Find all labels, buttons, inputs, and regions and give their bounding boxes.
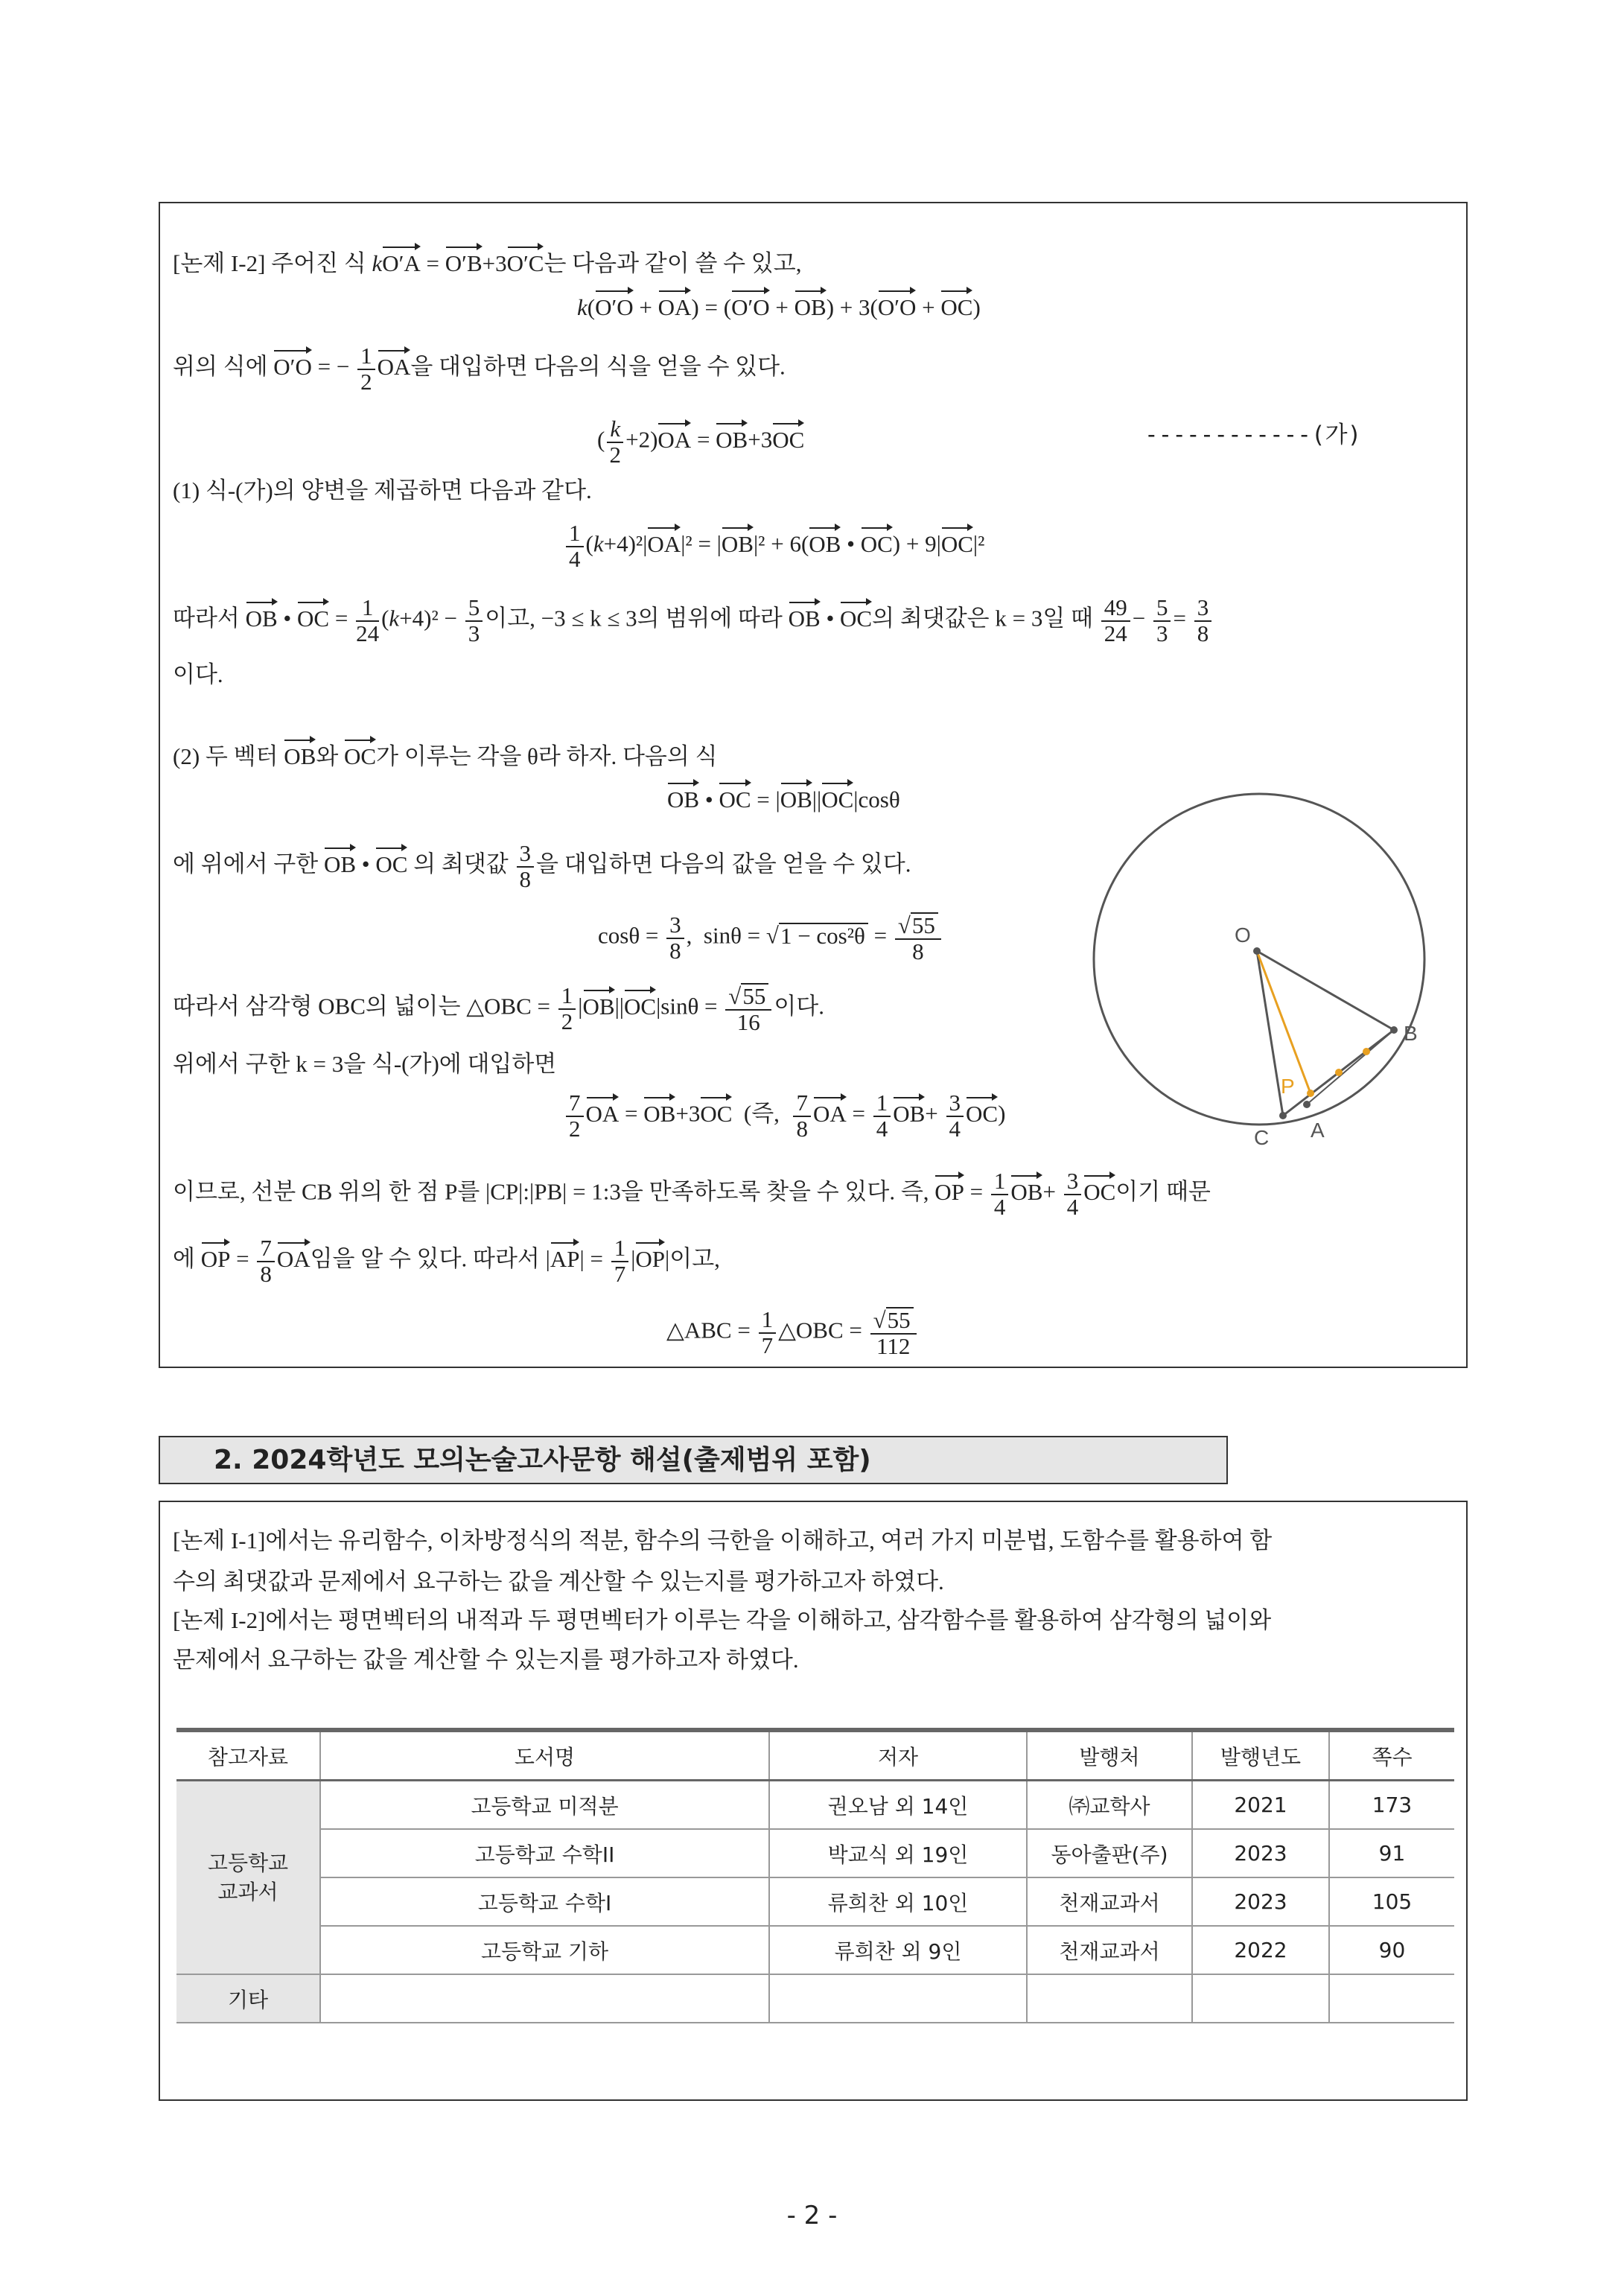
section-heading: 2. 2024학년도 모의논술고사문항 해설(출제범위 포함) xyxy=(159,1436,1228,1484)
equation-ga-tag: ------------(가) xyxy=(1144,422,1362,448)
cell-author: 박교식 외 19인 xyxy=(769,1829,1027,1877)
dot-product-equation: OB • OC = |OB||OC|cosθ xyxy=(667,786,900,812)
label-o: O xyxy=(1235,923,1251,947)
table-header-row xyxy=(176,1730,1454,1781)
point-o xyxy=(1253,947,1261,955)
part1-squared-equation: $\frac{1}{4}$ (k+4)²|OA|² = |OB|² + 6(OB • OC) + 9|OC|² xyxy=(564,521,984,571)
part1-intro: (1) 식-(가)의 양변을 제곱하면 다음과 같다. xyxy=(173,477,592,503)
header-pages: 쪽수 xyxy=(1329,1730,1454,1781)
table-row xyxy=(176,1829,1454,1877)
problem-intro-line: [논제 I-2] 주어진 식 kO′A = O′B+3O′C는 다음과 같이 쓸 수 있고, xyxy=(173,250,802,276)
part1-result-end: 이다. xyxy=(173,661,223,687)
cell-year: 2021 xyxy=(1192,1781,1329,1830)
header-title: 도서명 xyxy=(320,1730,769,1781)
category-textbook xyxy=(176,1781,320,1975)
expansion-equation: k(O′O + OA) = (O′O + OB) + 3(O′O + OC) xyxy=(577,294,981,320)
op-oa-line: 에 OP = $\frac{7}{8}$ OA임을 알 수 있다. 따라서 |AP| = $\frac{1}{7}$ |OP|이고, xyxy=(173,1235,720,1287)
explanation-p1a: [논제 I-1]에서는 유리함수, 이차방정식의 적분, 함수의 극한을 이해하고, 여러 가지 미분법, 도함수를 활용하여 함 xyxy=(173,1527,1273,1554)
point-b xyxy=(1390,1026,1398,1034)
table-row xyxy=(176,1974,1454,2023)
point-p-line: 이므로, 선분 CB 위의 한 점 P를 |CP|:|PB| = 1:3을 만족하도록 찾을 수 있다. 즉, OP = $\frac{1}{4}$ OB+ $\frac{3}{4}$ OC이기 때문 xyxy=(173,1168,1211,1220)
cell-empty xyxy=(320,1974,769,2023)
segment-ob xyxy=(1257,951,1394,1030)
cell-publisher: 천재교과서 xyxy=(1027,1926,1192,1974)
cell-title: 고등학교 미적분 xyxy=(320,1781,769,1830)
cell-empty xyxy=(1027,1974,1192,2023)
table-row xyxy=(176,1877,1454,1926)
cell-publisher: ㈜교학사 xyxy=(1027,1781,1192,1830)
part1-result: 따라서 OB • OC = $\frac{1}{24}$ (k+4)² − $\frac{5}{3}$ 이고, −3 ≤ k ≤ 3의 범위에 따라 OB • OC의 최댓값은 k = 3일 때 $\frac{49}{24}$ − $\frac{5}{3}$ = $\frac{3}{8}$ xyxy=(173,596,1214,646)
point-c xyxy=(1279,1112,1287,1119)
point-mid2 xyxy=(1363,1048,1370,1055)
triangle-obc-area: 따라서 삼각형 OBC의 넓이는 △OBC = $\frac{1}{2}$ |OB||OC|sinθ = $\frac{√55}{16}$ 이다. xyxy=(173,982,824,1035)
k3-equation: $\frac{7}{2}$ OA = OB+3OC (즉, $\frac{7}{8}$ OA = $\frac{1}{4}$ OB+ $\frac{3}{4}$ OC) xyxy=(564,1091,1005,1141)
explanation-p1b: 수의 최댓값과 문제에서 요구하는 값을 계산할 수 있는지를 평가하고자 하였다. xyxy=(173,1568,944,1594)
point-p xyxy=(1307,1090,1314,1097)
header-category: 참고자료 xyxy=(176,1730,320,1781)
part2-substitute: 에 위에서 구한 OB • OC 의 최댓값 $\frac{3}{8}$ 을 대입하면 다음의 값을 얻을 수 있다. xyxy=(173,840,911,892)
category-other: 기타 xyxy=(176,1974,320,2023)
cell-publisher: 천재교과서 xyxy=(1027,1877,1192,1926)
cell-empty xyxy=(769,1974,1027,2023)
point-a xyxy=(1303,1101,1311,1108)
cos-sin-equation: cosθ = $\frac{3}{8}$ , sinθ = √1 − cos²θ = $\frac{√55}{8}$ xyxy=(598,912,943,964)
cell-pages: 173 xyxy=(1329,1781,1454,1830)
cell-pages: 105 xyxy=(1329,1877,1454,1926)
table-row xyxy=(176,1926,1454,1974)
cell-author: 류희찬 외 10인 xyxy=(769,1877,1027,1926)
header-year: 발행년도 xyxy=(1192,1730,1329,1781)
cell-pages: 91 xyxy=(1329,1829,1454,1877)
cell-author: 권오남 외 14인 xyxy=(769,1781,1027,1830)
cell-author: 류희찬 외 9인 xyxy=(769,1926,1027,1974)
cell-empty xyxy=(1329,1974,1454,2023)
substitution-line: 위의 식에 O′O = − $\frac{1}{2}$ OA을 대입하면 다음의 식을 얻을 수 있다. xyxy=(173,343,786,395)
header-publisher: 발행처 xyxy=(1027,1730,1192,1781)
label-p: P xyxy=(1281,1075,1295,1098)
equation-ga: ( $\frac{k}{2}$ +2)OA = OB+3OC xyxy=(597,416,805,468)
segment-oc xyxy=(1257,951,1283,1116)
cell-year: 2023 xyxy=(1192,1877,1329,1926)
label-b: B xyxy=(1404,1022,1418,1045)
explanation-p2b: 문제에서 요구하는 값을 계산할 수 있는지를 평가하고자 하였다. xyxy=(173,1647,799,1673)
point-mid1 xyxy=(1335,1069,1343,1076)
category-textbook-label: 고등학교 교과서 xyxy=(207,1850,289,1904)
header-author: 저자 xyxy=(769,1730,1027,1781)
cell-title: 고등학교 수학II xyxy=(320,1829,769,1877)
cell-year: 2023 xyxy=(1192,1829,1329,1877)
label-a: A xyxy=(1311,1119,1325,1142)
cell-publisher: 동아출판(주) xyxy=(1027,1829,1192,1877)
cell-year: 2022 xyxy=(1192,1926,1329,1974)
cell-empty xyxy=(1192,1974,1329,2023)
triangle-abc-area: △ABC = $\frac{1}{7}$ △OBC = $\frac{√55}{112}$ xyxy=(666,1307,919,1358)
label-c: C xyxy=(1254,1126,1270,1149)
reference-table xyxy=(176,1728,1454,2023)
table-row xyxy=(176,1781,1454,1830)
k3-substitution-line: 위에서 구한 k = 3을 식-(가)에 대입하면 xyxy=(173,1051,557,1077)
segment-op xyxy=(1257,951,1311,1093)
circle-triangle-figure xyxy=(1072,775,1445,1162)
explanation-p2a: [논제 I-2]에서는 평면벡터의 내적과 두 평면벡터가 이루는 각을 이해하고, 삼각함수를 활용하여 삼각형의 넓이와 xyxy=(173,1607,1272,1633)
page-number: - 2 - xyxy=(786,2201,838,2230)
part2-intro: (2) 두 벡터 OB와 OC가 이루는 각을 θ라 하자. 다음의 식 xyxy=(173,743,718,769)
cell-title: 고등학교 기하 xyxy=(320,1926,769,1974)
segment-ba xyxy=(1307,1030,1394,1104)
cell-pages: 90 xyxy=(1329,1926,1454,1974)
cell-title: 고등학교 수학I xyxy=(320,1877,769,1926)
